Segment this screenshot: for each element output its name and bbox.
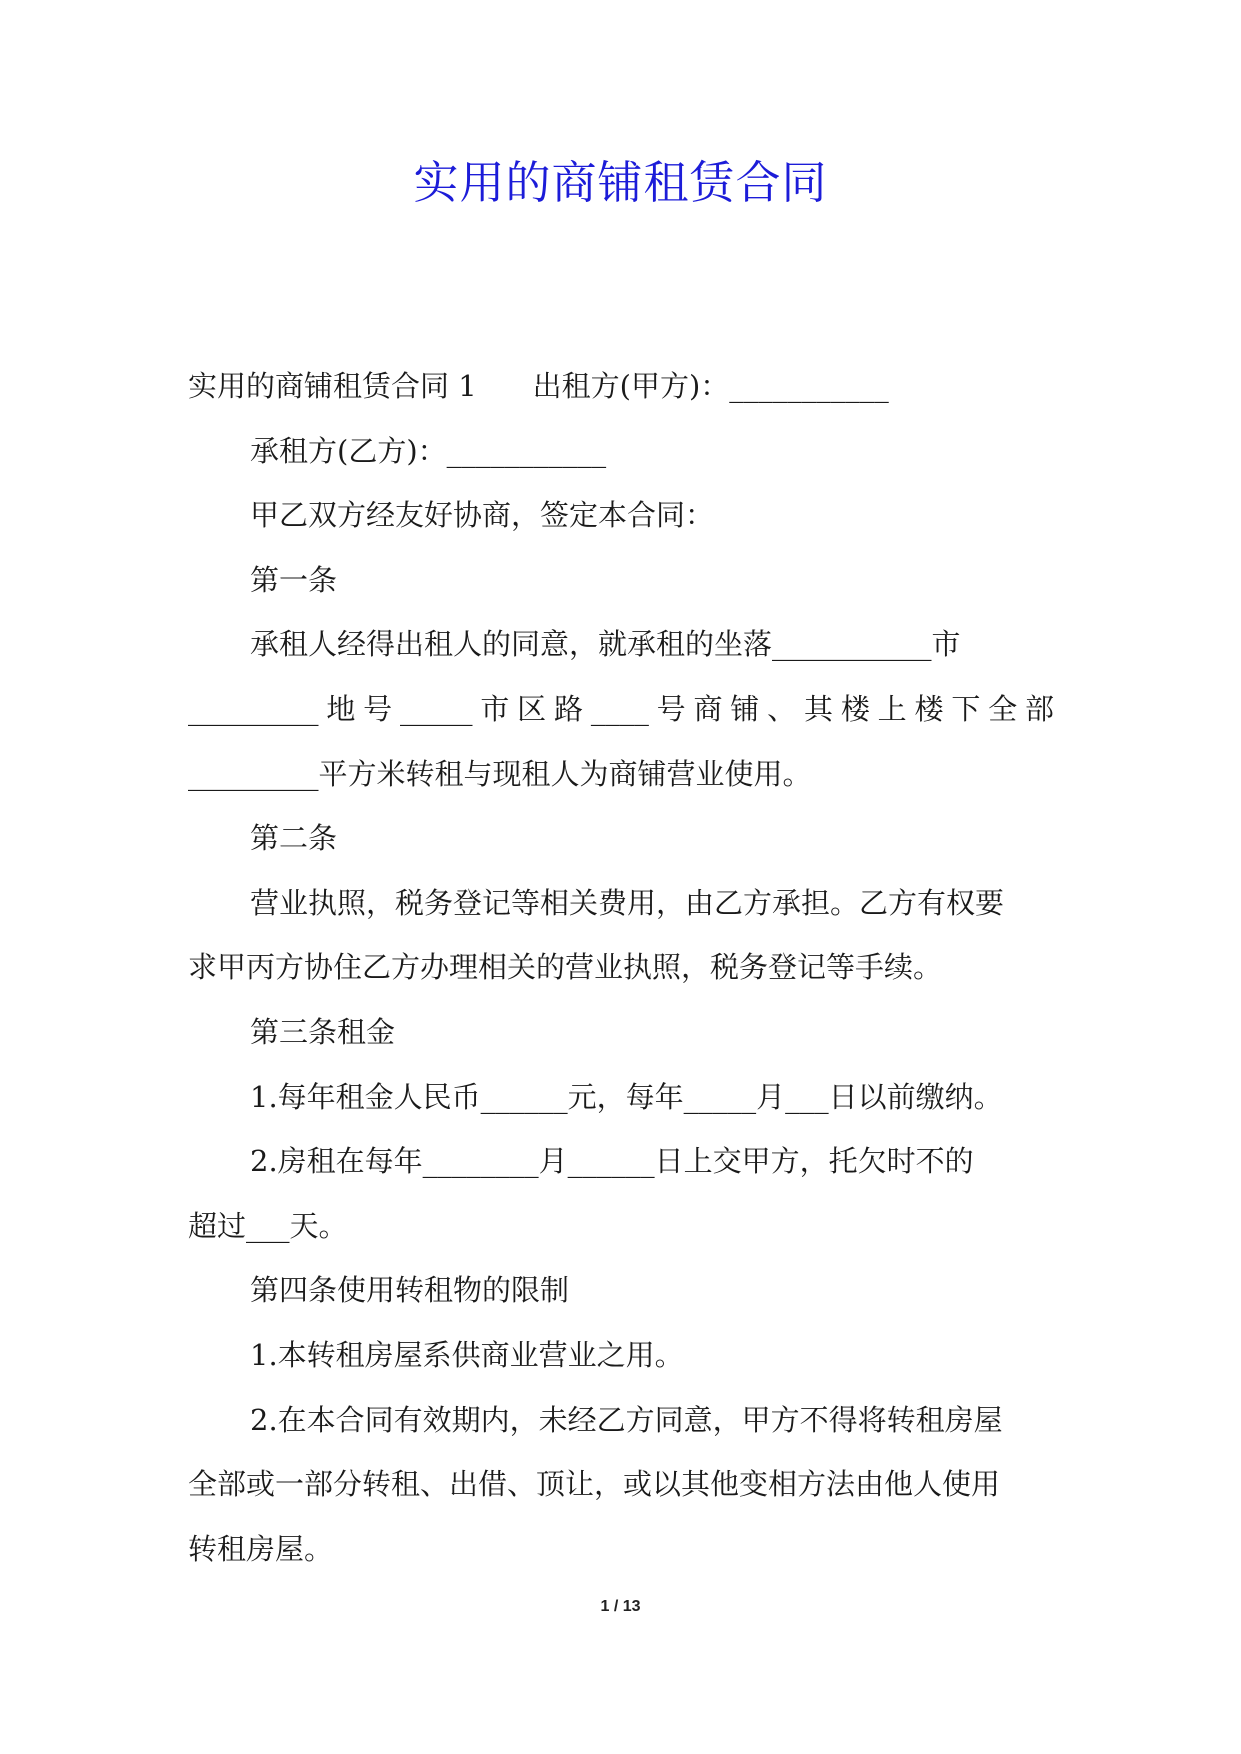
paragraph-header-line bbox=[188, 354, 1054, 419]
article-3-item-2-line-2: 超过___天。 bbox=[188, 1208, 348, 1243]
contract-heading: 实用的商铺租赁合同 1 bbox=[188, 369, 477, 403]
article-3-heading: 第三条租金 bbox=[250, 1014, 396, 1049]
article-4-item-1: 1.本转租房屋系供商业营业之用。 bbox=[250, 1337, 684, 1372]
document-body bbox=[188, 354, 1054, 1581]
article-2-heading: 第二条 bbox=[250, 821, 338, 856]
lessee-field: 承租方(乙方)：___________ bbox=[250, 433, 607, 468]
page-indicator: 1 / 13 bbox=[600, 1598, 641, 1615]
article-4-item-2-line-3: 转租房屋。 bbox=[188, 1531, 334, 1566]
document-title: 实用的商铺租赁合同 bbox=[413, 156, 828, 209]
article-1-line-2: _________地号_____市区路____号商铺、其楼上楼下全部 bbox=[188, 691, 1054, 726]
paragraph-intro: 甲乙双方经友好协商，签定本合同： bbox=[250, 498, 715, 533]
lessor-field: 出租方(甲方)：___________ bbox=[532, 369, 889, 403]
article-2-line-1: 营业执照，税务登记等相关费用，由乙方承担。乙方有权要 bbox=[250, 885, 1005, 920]
article-1-heading: 第一条 bbox=[250, 562, 338, 597]
article-1-line-1: 承租人经得出租人的同意，就承租的坐落___________市 bbox=[250, 627, 961, 662]
article-4-item-2-line-1: 2.在本合同有效期内，未经乙方同意，甲方不得将转租房屋 bbox=[250, 1402, 1003, 1437]
article-3-item-2-line-1: 2.房租在每年________月______日上交甲方，托欠时不的 bbox=[250, 1144, 974, 1179]
article-3-item-1: 1.每年租金人民币______元，每年_____月___日以前缴纳。 bbox=[250, 1079, 1003, 1114]
article-1-line-3: _________平方米转租与现租人为商铺营业使用。 bbox=[188, 756, 812, 791]
article-4-item-2-line-2: 全部或一部分转租、出借、顶让，或以其他变相方法由他人使用 bbox=[188, 1467, 1001, 1502]
article-2-line-2: 求甲丙方协住乙方办理相关的营业执照，税务登记等手续。 bbox=[188, 950, 943, 985]
article-4-heading: 第四条使用转租物的限制 bbox=[250, 1273, 570, 1308]
